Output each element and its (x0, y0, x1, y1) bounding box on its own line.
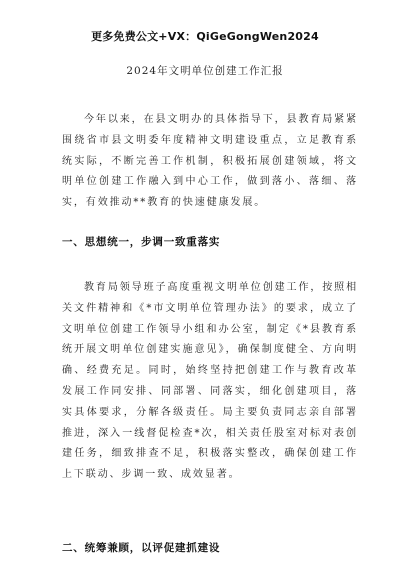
intro-paragraph: 今年以来，在县文明办的具体指导下，县教育局紧紧围绕省市县文明委年度精神文明建设重点，立足教育系统实际，不断完善工作机制，积极拓展创建领域，将文明单位创建工作融入到中心工作，做到落小、落细、落实，有效推动**教育的快速健康发展。 (62, 114, 358, 209)
document-title: 2024年文明单位创建工作汇报 (126, 65, 284, 77)
section-1-heading: 一、思想统一，步调一致重落实 (62, 236, 221, 248)
section-1-paragraph: 教育局领导班子高度重视文明单位创建工作，按照相关文件精神和《*市文明单位管理办法》的要求，成立了文明单位创建工作领导小组和办公室，制定《*县教育系统开展文明单位创建实施意见》，确保制度健全、方向明确、经费充足。同时，始终坚持把创建工作与教育改革发展工作同安排、同部署、同落实，细化创建项目，落实具体要求，分解各级责任。局主要负责同志亲自部署推进，深入一线督促检查*次，相关责任股室对标对表创建任务，细致排查不足，积极落实整改，确保创建工作上下联动、步调一致、成效显著。 (62, 282, 358, 481)
promo-header: 更多免费公文+VX：QiGeGongWen2024 (91, 30, 319, 43)
section-2-heading: 二、统筹兼顾，以评促建抓建设 (62, 542, 221, 554)
